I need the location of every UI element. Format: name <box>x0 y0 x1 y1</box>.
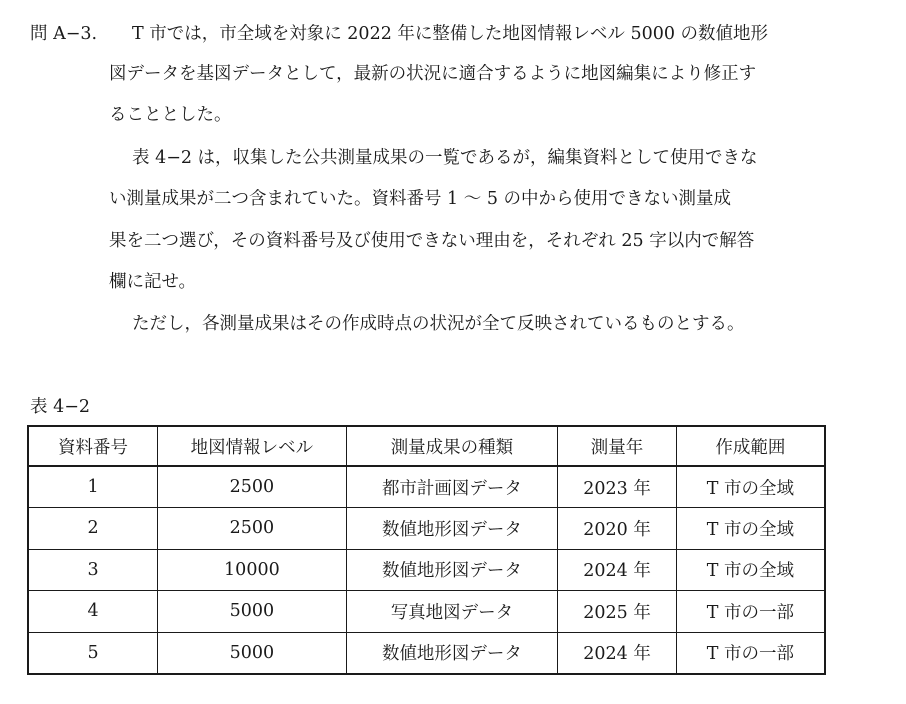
cell-coverage: T 市の全域 <box>676 466 825 508</box>
cell-result-type: 写真地図データ <box>346 591 558 633</box>
question-line-2: 図データを基図データとして，最新の状況に適合するように地図編集により修正す <box>109 64 757 84</box>
cell-material-number: 2 <box>28 508 158 550</box>
cell-survey-year: 2024 年 <box>558 632 677 674</box>
table-row <box>28 549 825 591</box>
header-material-number: 資料番号 <box>28 426 158 466</box>
question-line-6: 果を二つ選び，その資料番号及び使用できない理由を，それぞれ 25 字以内で解答 <box>109 231 755 251</box>
question-number: 問 A−3. <box>30 24 98 44</box>
cell-material-number: 5 <box>28 632 158 674</box>
cell-map-level: 5000 <box>158 591 347 633</box>
cell-result-type: 都市計画図データ <box>346 466 558 508</box>
cell-map-level: 5000 <box>158 632 347 674</box>
header-result-type: 測量成果の種類 <box>346 426 558 466</box>
cell-map-level: 10000 <box>158 549 347 591</box>
question-line-3: ることとした。 <box>109 105 232 125</box>
question-line-8: ただし，各測量成果はその作成時点の状況が全て反映されているものとする。 <box>132 314 745 334</box>
header-map-level: 地図情報レベル <box>158 426 347 466</box>
table-row <box>28 508 825 550</box>
survey-results-table <box>27 425 826 675</box>
cell-result-type: 数値地形図データ <box>346 632 558 674</box>
cell-map-level: 2500 <box>158 466 347 508</box>
cell-survey-year: 2024 年 <box>558 549 677 591</box>
cell-survey-year: 2023 年 <box>558 466 677 508</box>
cell-material-number: 1 <box>28 466 158 508</box>
table-row <box>28 466 825 508</box>
cell-survey-year: 2025 年 <box>558 591 677 633</box>
cell-survey-year: 2020 年 <box>558 508 677 550</box>
table-caption: 表 4−2 <box>30 397 90 417</box>
cell-coverage: T 市の一部 <box>676 591 825 633</box>
header-coverage: 作成範囲 <box>676 426 825 466</box>
cell-coverage: T 市の一部 <box>676 632 825 674</box>
question-line-7: 欄に記せ。 <box>109 272 196 292</box>
cell-coverage: T 市の全域 <box>676 508 825 550</box>
table-row <box>28 632 825 674</box>
cell-material-number: 3 <box>28 549 158 591</box>
cell-result-type: 数値地形図データ <box>346 508 558 550</box>
cell-material-number: 4 <box>28 591 158 633</box>
table-row <box>28 591 825 633</box>
cell-result-type: 数値地形図データ <box>346 549 558 591</box>
table-header-row <box>28 426 825 466</box>
cell-coverage: T 市の全域 <box>676 549 825 591</box>
header-survey-year: 測量年 <box>558 426 677 466</box>
cell-map-level: 2500 <box>158 508 347 550</box>
question-line-5: い測量成果が二つ含まれていた。資料番号 1 〜 5 の中から使用できない測量成 <box>109 189 732 209</box>
question-line-4: 表 4−2 は，収集した公共測量成果の一覧であるが，編集資料として使用できな <box>132 148 758 168</box>
question-line-1: T 市では，市全域を対象に 2022 年に整備した地図情報レベル 5000 の数値地形 <box>132 24 769 44</box>
